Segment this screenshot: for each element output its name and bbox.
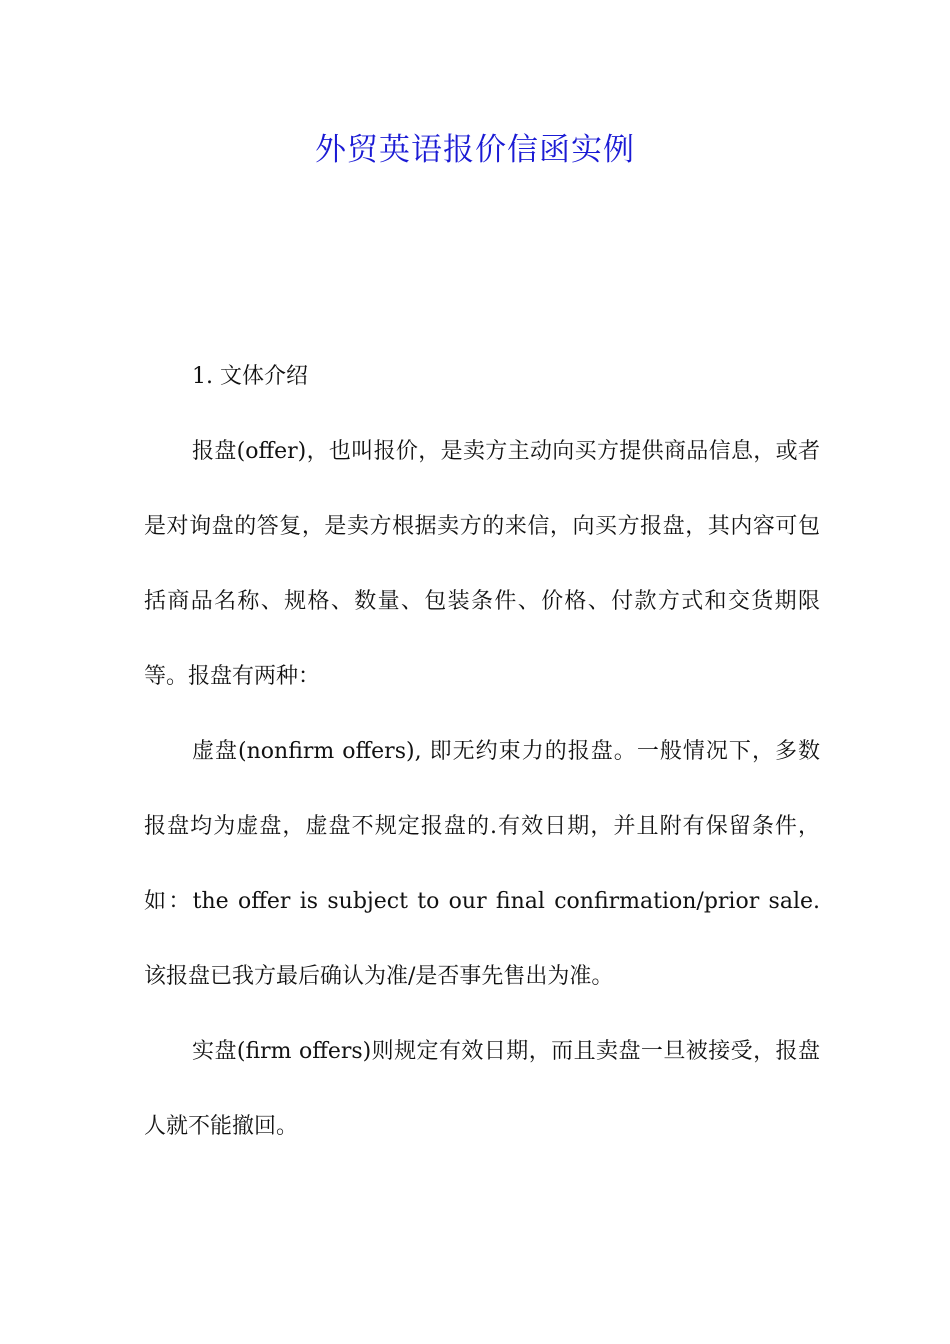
document-title: 外贸英语报价信函实例 — [315, 132, 635, 168]
section-heading: 1. 文体介绍 — [192, 364, 308, 389]
paragraph-offer-definition: 报盘(offer)，也叫报价，是卖方主动向买方提供商品信息，或者是对询盘的答复，是卖方根据卖方的来信，向买方报盘，其内容可包括商品名称、规格、数量、包装条件、价格、付款方式和交货期限等。报盘有两种： — [144, 439, 820, 689]
document-body — [144, 339, 820, 1164]
paragraph-nonfirm-offers: 虚盘(nonfirm offers), 即无约束力的报盘。一般情况下，多数报盘均为虚盘，虚盘不规定报盘的.有效日期，并且附有保留条件，如：the offer is subject to our final confirmation/prior sale. 该报盘已我方最后确认为准/是否事先售出为准。 — [144, 739, 820, 989]
paragraph-firm-offers: 实盘(firm offers)则规定有效日期，而且卖盘一旦被接受，报盘人就不能撤回。 — [144, 1039, 820, 1139]
